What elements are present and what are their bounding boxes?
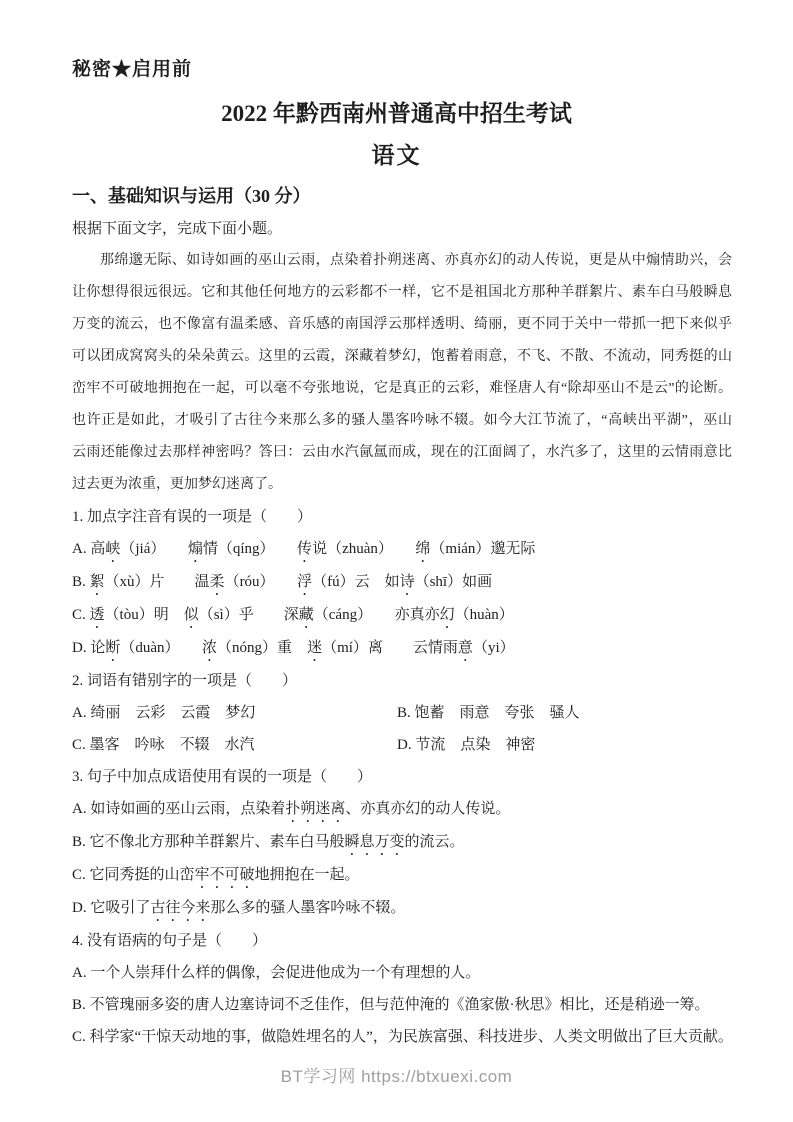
question-2-option-b: B. 饱蓄 雨意 夸张 骚人	[397, 705, 580, 721]
passage-line: 云雨还能像过去那样神密吗？答曰：云由水汽氤氲而成，现在的江面阔了，水汽多了，这里的云情雨意比	[72, 445, 732, 460]
passage-line: 让你想得很远很远。它和其他任何地方的云彩都不一样，它不是祖国北方那种羊群絮片、素车白马般瞬息	[72, 285, 732, 300]
question-3-option-d: D. 它吸引了古往今来那么多的骚人墨客吟咏不辍。	[72, 900, 406, 916]
section-one-heading: 一、基础知识与运用（30 分）	[72, 186, 311, 206]
question-2-option-d: D. 节流 点染 神密	[397, 737, 536, 753]
question-3-option-c: C. 它同秀挺的山峦牢不可破地拥抱在一起。	[72, 867, 360, 883]
question-2-option-a: A. 绮丽 云彩 云霞 梦幻	[72, 705, 256, 721]
question-1-option-c: C. 透（tòu）明 似（sì）乎 深藏（cáng） 亦真亦幻（huàn）	[72, 607, 514, 623]
passage-line: 峦牢不可破地拥抱在一起，可以毫不夸张地说，它是真正的云彩，难怪唐人有“除却巫山不是云”的论断。	[72, 381, 732, 396]
question-3-option-a: A. 如诗如画的巫山云雨，点染着扑朔迷离、亦真亦幻的动人传说。	[72, 801, 511, 817]
passage-line: 过去更为浓重，更加梦幻迷离了。	[72, 477, 282, 492]
question-2-option-c: C. 墨客 吟咏 不辍 水汽	[72, 737, 255, 753]
passage-line: 可以团成窝窝头的朵朵黄云。这里的云霞，深藏着梦幻，饱蓄着雨意，不飞、不散、不流动，同秀挺的山	[72, 349, 732, 364]
question-4	[72, 925, 793, 1053]
question-1-option-a: A. 高峡（jiá） 煽情（qíng） 传说（zhuàn） 绵（mián）邈无际	[72, 541, 536, 557]
question-1	[72, 501, 793, 665]
question-4-option-c: C. 科学家“干惊天动地的事，做隐姓埋名的人”，为民族富强、科技进步、人类文明做出了巨大贡献。	[72, 1029, 733, 1045]
question-1-option-d: D. 论断（duàn） 浓（nóng）重 迷（mí）离 云情雨意（yi）	[72, 640, 515, 656]
passage-line: 也许正是如此，才吸引了古往今来那么多的骚人墨客吟咏不辍。如今大江节流了，“高峡出平湖”，巫山	[72, 413, 732, 428]
question-2	[72, 665, 793, 761]
reading-passage	[72, 245, 732, 501]
exam-subject: 语文	[371, 143, 422, 168]
question-3-option-b: B. 它不像北方那种羊群絮片、素车白马般瞬息万变的流云。	[72, 834, 465, 850]
question-1-option-b: B. 絮（xù）片 温柔（róu） 浮（fú）云 如诗（shī）如画	[72, 574, 493, 590]
classification-label: 秘密★启用前	[72, 59, 193, 80]
question-4-option-b: B. 不管瑰丽多姿的唐人边塞诗词不乏佳作，但与范仲淹的《渔家傲·秋思》相比，还是稍逊一筹。	[72, 997, 710, 1013]
exam-body	[72, 213, 793, 1053]
exam-title: 2022 年黔西南州普通高中招生考试	[221, 101, 572, 126]
question-4-option-a: A. 一个人崇拜什么样的偶像，会促进他成为一个有理想的人。	[72, 965, 481, 981]
passage-intro: 根据下面文字，完成下面小题。	[72, 221, 283, 237]
question-3-stem: 3. 句子中加点成语使用有误的一项是（ ）	[72, 769, 373, 785]
question-2-stem: 2. 词语有错别字的一项是（ ）	[72, 673, 298, 689]
passage-line: 万变的流云，也不像富有温柔感、音乐感的南国浮云那样透明、绮丽，更不同于关中一带抓一把下来似乎	[72, 317, 732, 332]
question-4-stem: 4. 没有语病的句子是（ ）	[72, 933, 268, 949]
footer-watermark: BT学习网 https://btxuexi.com	[280, 1067, 513, 1086]
question-2-options	[72, 697, 793, 761]
passage-line: 那绵邈无际、如诗如画的巫山云雨，点染着扑朔迷离、亦真亦幻的动人传说，更是从中煽情助兴，会	[100, 253, 732, 268]
question-1-stem: 1. 加点字注音有误的一项是（ ）	[72, 509, 313, 525]
question-3	[72, 761, 793, 925]
